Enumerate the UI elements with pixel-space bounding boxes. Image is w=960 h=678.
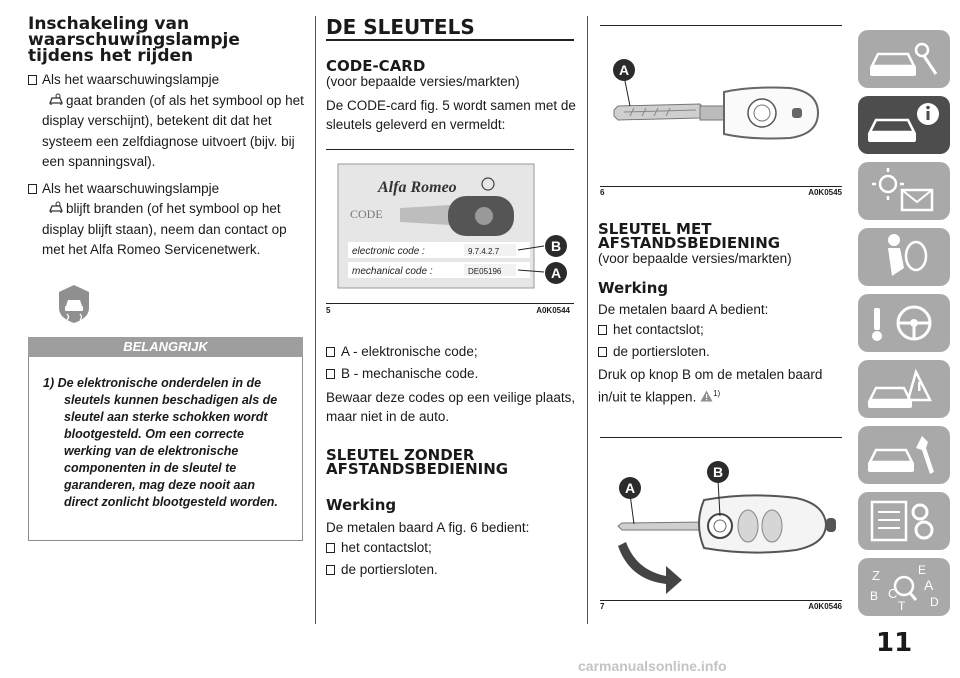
figure-number: 5 (326, 306, 331, 315)
codecard-title: CODE-CARD (326, 57, 426, 75)
figure-rule (600, 186, 842, 187)
checkbox-square-icon (326, 543, 335, 553)
list-item (326, 559, 576, 581)
section-title-warning-light: Inschakeling van waarschuwingslampje tijdens het rijden (28, 14, 240, 66)
fig5-brand: Alfa Romeo (378, 179, 457, 196)
tab-lights-messages[interactable] (858, 162, 950, 220)
index-letter: Z (872, 568, 880, 583)
checkbox-square-icon (326, 347, 335, 357)
callout-a-label: A (550, 265, 562, 281)
important-banner: BELANGRIJK (28, 337, 303, 357)
airbag-person-icon (858, 228, 950, 286)
callout-b-label: B (712, 464, 724, 480)
index-letter: D (930, 595, 939, 609)
chapter-title: DE SLEUTELS (326, 15, 475, 39)
checkbox-square-icon (326, 565, 335, 575)
fig5-mechanical-label: mechanical code : (352, 266, 433, 277)
checkbox-square-icon (598, 347, 607, 357)
fig5-electronic-value: 9.7.4.2.7 (468, 247, 500, 256)
warning-triangle-icon (700, 390, 713, 402)
column-divider (315, 16, 316, 624)
werking-title: Werking (326, 496, 397, 514)
column-3 (598, 222, 844, 407)
bullet-item (28, 70, 304, 173)
list-item (326, 537, 576, 559)
list-item (598, 341, 844, 363)
car-tools-icon (858, 30, 950, 88)
index-letter: A (924, 577, 934, 593)
checklist-gears-icon (858, 492, 950, 550)
code-card-figure (330, 150, 573, 320)
list-text: het contactslot; (341, 540, 432, 555)
alfa-logo-icon (748, 99, 776, 127)
car-crash-icon (858, 360, 950, 418)
checkbox-square-icon (326, 369, 335, 379)
tab-safety[interactable] (858, 228, 950, 286)
column-divider (587, 16, 588, 624)
figure-code: A0K0546 (808, 602, 842, 611)
key-without-remote-figure (600, 26, 842, 186)
fig5-card-label: CODE (350, 207, 383, 221)
column-2-lower (326, 341, 576, 581)
callout-a-label: A (624, 480, 636, 496)
key-head-icon (475, 207, 493, 225)
light-mail-icon (858, 162, 950, 220)
figure-rule (326, 303, 574, 304)
key-steering-wheel-icon (858, 294, 950, 352)
column-1 (28, 16, 304, 261)
remote-key-note: (voor bepaalde versies/markten) (598, 251, 792, 266)
list-item (326, 363, 576, 385)
footnote-ref: 1) (713, 389, 721, 398)
list-text: het contactslot; (613, 322, 704, 337)
key-warning-light-icon (48, 93, 64, 107)
page-number: 11 (876, 628, 913, 658)
tab-car-tools[interactable] (858, 30, 950, 88)
title-rule (326, 39, 574, 41)
car-wrench-icon (858, 426, 950, 484)
index-letter: T (898, 599, 906, 613)
checkbox-square-icon (28, 184, 37, 194)
key-warning-light-icon (48, 201, 64, 215)
key-with-remote-figure (600, 438, 842, 598)
press-button-paragraph (598, 365, 844, 407)
bullet-text-post: gaat branden (of als het symbool op het display verschijnt), betekent dit dat het systeem een zelfdiagnose uitvoert (bijv. bij een spanningsval). (42, 92, 304, 169)
bullet-text-pre: Als het waarschuwingslampje (42, 72, 220, 87)
figure-code: A0K0545 (808, 188, 842, 197)
index-letter: B (870, 589, 879, 603)
list-item (326, 341, 576, 363)
fold-button-icon (708, 514, 732, 538)
important-text: 1) De elektronische onderdelen in de sleutels kunnen beschadigen als de sleutel aan sterke schokken wordt blootgesteld. Om een correcte werking van de elektronische componenten in de sleutel te garanderen, mag deze nooit aan direct zonlicht blootgesteld worden. (43, 376, 278, 509)
column-2 (326, 16, 576, 134)
callout-b-label: B (550, 238, 562, 254)
store-paragraph: Bewaar deze codes op een veilige plaats, maar niet in de auto. (326, 390, 576, 424)
index-letter: C (888, 586, 898, 601)
figure-number: 7 (600, 602, 605, 611)
remote-key-title: SLEUTEL MET AFSTANDSBEDIENING (598, 220, 781, 252)
fig5-mechanical-value: DE05196 (468, 267, 502, 276)
car-info-icon (858, 96, 950, 154)
watermark: carmanualsonline.info (578, 658, 727, 674)
list-item (598, 319, 844, 341)
rotate-arrow-icon (618, 542, 682, 594)
werking-title: Werking (598, 279, 669, 297)
list-text: A - elektronische code; (341, 344, 478, 359)
tab-index[interactable] (858, 558, 950, 616)
bullet-text-pre: Als het waarschuwingslampje (42, 180, 220, 196)
callout-a-label: A (618, 62, 630, 78)
bullet-item (28, 179, 304, 261)
checkbox-square-icon (28, 75, 37, 85)
bullet-text-post: blijft branden (of het symbool op het display blijft staan), neem dan contact op met het Alfa Romeo Servicenetwerk. (42, 201, 287, 257)
index-letter: E (918, 563, 927, 577)
tab-car-info[interactable] (858, 96, 950, 154)
alphabet-index-icon (858, 558, 950, 616)
codecard-paragraph: De CODE-card fig. 5 wordt samen met de sleutels geleverd en vermeldt: (326, 98, 576, 132)
press-button-text: Druk op knop B om de metalen baard in/uit te klappen. (598, 367, 823, 405)
figure-code: A0K0544 (536, 306, 570, 315)
werking-paragraph: De metalen baard A fig. 6 bedient: (326, 520, 530, 535)
tab-maintenance[interactable] (858, 426, 950, 484)
list-text: de portiersloten. (613, 344, 710, 359)
list-text: B - mechanische code. (341, 366, 479, 381)
codecard-note: (voor bepaalde versies/markten) (326, 74, 520, 89)
figure-number: 6 (600, 188, 605, 197)
list-text: de portiersloten. (341, 562, 438, 577)
werking-paragraph: De metalen baard A bedient: (598, 302, 769, 317)
tab-emergency[interactable] (858, 360, 950, 418)
magnifier-icon (895, 577, 913, 595)
fig5-electronic-label: electronic code : (352, 246, 425, 257)
figure-rule (600, 600, 842, 601)
tab-technical-data[interactable] (858, 492, 950, 550)
checkbox-square-icon (598, 325, 607, 335)
car-skid-warning-icon (58, 284, 90, 324)
no-remote-key-title: SLEUTEL ZONDER AFSTANDSBEDIENING (326, 446, 509, 478)
important-box (28, 357, 303, 541)
tab-starting-driving[interactable] (858, 294, 950, 352)
